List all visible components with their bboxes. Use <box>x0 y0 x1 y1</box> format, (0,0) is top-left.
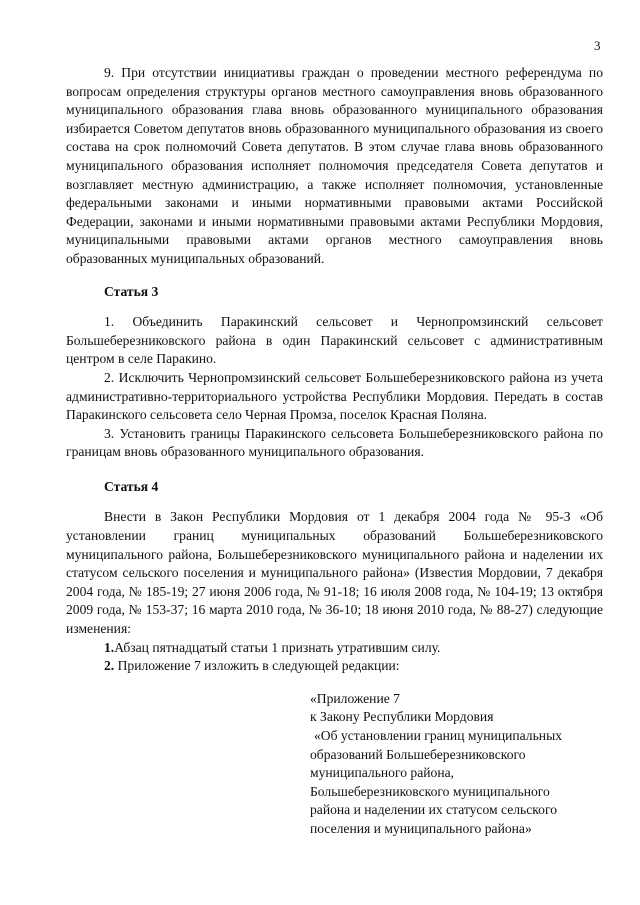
article-4-item-2-number: 2. <box>104 658 115 674</box>
article-3-paragraph-2: 2. Исключить Чернопромзинский сельсовет Большеберезниковского района из учета административно-территориального устройства Республики Мордовия. Передать в состав Паракинского сельсовета село Черная Промза, поселок Красная Поляна. <box>66 369 603 423</box>
appendix-line-2: к Закону Республики Мордовия <box>310 709 494 725</box>
page-number: 3 <box>594 38 601 53</box>
article-4-item-2 <box>66 657 603 676</box>
article-3-paragraph-3: 3. Установить границы Паракинского сельсовета Большеберезниковского района по границам вновь образованного муниципального образования. <box>66 425 603 460</box>
document-body <box>66 64 603 839</box>
article-3-heading: Статья 3 <box>104 283 159 299</box>
appendix-line-6: Большеберезниковского муниципального <box>310 783 550 799</box>
appendix-line-3: «Об установлении границ муниципальных <box>314 728 562 743</box>
appendix-line-4: образований Большеберезниковского <box>310 746 526 762</box>
appendix-line-8: поселения и муниципального района» <box>310 820 532 836</box>
article-4-item-2-text: Приложение 7 изложить в следующей редакции: <box>114 658 400 674</box>
article-4-heading: Статья 4 <box>104 478 159 494</box>
article-4-item-1 <box>66 639 603 658</box>
appendix-line-5: муниципального района, <box>310 765 455 781</box>
article-3-paragraph-1: 1. Объединить Паракинский сельсовет и Чернопромзинский сельсовет Большеберезниковского района в один Паракинский сельсовет с административным центром в селе Паракино. <box>66 314 603 367</box>
article-4-item-1-number: 1. <box>104 639 115 655</box>
paragraph-item-9: 9. При отсутствии инициативы граждан о проведении местного референдума по вопросам определения структуры органов местного самоуправления вновь образованного муниципального образования глава вновь образованного муниципального образования избирается Советом депутатов вновь образованного муниципального образования из своего состава на срок полномочий Совета депутатов. В этом случае глава вновь образованного муниципального образования исполняет полномочия председателя Совета депутатов и возглавляет местную администрацию, а также исполняет полномочия, установленные федеральными законами и иными нормативными правовыми актами Российской Федерации, законами и иными нормативными правовыми актами Республики Мордовия, муниципальными правовыми актами органов местного самоуправления вновь образованных муниципальных образований. <box>66 65 603 266</box>
article-4-intro: Внести в Закон Республики Мордовия от 1 декабря 2004 года № 95-З «Об установлении границ муниципальных образований Большеберезниковского муниципального района, Большеберезниковского муниципального района и наделении их статусом сельского поселения и муниципального района» (Известия Мордовии, 7 декабря 2004 года, № 185-19; 27 июня 2006 года, № 91-18; 16 июля 2008 года, № 104-19; 13 октября 2009 года, № 153-37; 16 марта 2010 года, № 36-10; 18 июня 2010 года, № 88-27) следующие изменения: <box>66 509 603 637</box>
appendix-line-1: «Приложение 7 <box>310 690 400 706</box>
article-4-item-1-text: Абзац пятнадцатый статьи 1 признать утратившим силу. <box>114 639 441 655</box>
appendix-reference <box>310 690 603 839</box>
appendix-line-7: района и наделении их статусом сельского <box>310 802 557 818</box>
